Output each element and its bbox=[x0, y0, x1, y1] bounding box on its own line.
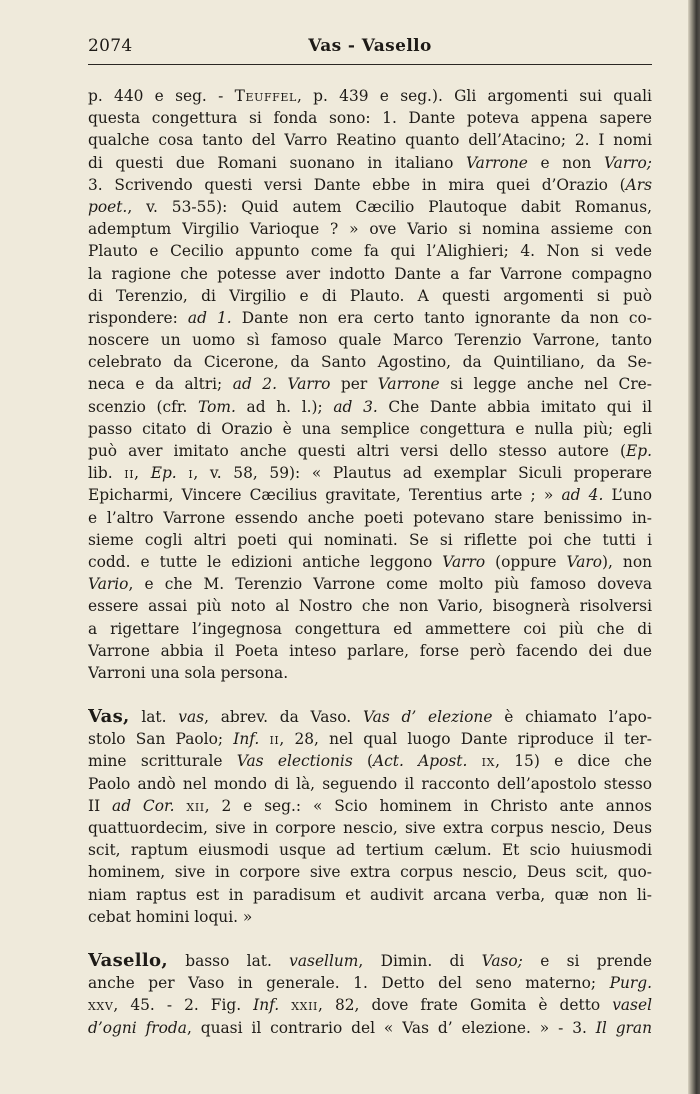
text-line: Varroni una sola persona. bbox=[88, 663, 289, 682]
entry-gap bbox=[88, 928, 652, 950]
text-line: scit, raptum eiusmodi usque ad tertium cælum. Et scio huiusmodi bbox=[88, 841, 652, 860]
text-line: sieme cogli altri poeti qui nominati. Se si riflette poi che tutti i bbox=[88, 530, 652, 549]
text-line: Vas, lat. vas, abrev. da Vaso. Vas d’ elezione è chiamato l’apo- bbox=[88, 706, 652, 728]
text-line: a rigettare l’ingegnosa congettura ed ammettere coi più che di bbox=[88, 619, 652, 638]
entry-gap bbox=[88, 684, 652, 706]
text-line: Epicharmi, Vincere Cæcilius gravitate, Terentius arte ; » ad 4. L’uno bbox=[88, 486, 652, 505]
text-line: niam raptus est in paradisum et audivit arcana verba, quæ non li- bbox=[88, 885, 652, 904]
entry-vasello bbox=[88, 950, 652, 1039]
text-line: di questi due Romani suonano in italiano Varrone e non Varro; bbox=[88, 153, 652, 172]
text-line: Plauto e Cecilio appunto come fa qui l’Alighieri; 4. Non si vede bbox=[88, 242, 652, 261]
header-rule bbox=[88, 64, 652, 65]
lemma-headword: Vasello, bbox=[88, 949, 168, 971]
text-line: celebrato da Cicerone, da Santo Agostino, da Quintiliano, da Se- bbox=[88, 353, 652, 372]
entry-vas bbox=[88, 706, 652, 928]
page-number: 2074 bbox=[88, 36, 133, 56]
text-line: essere assai più noto al Nostro che non Vario, bisognerà risolversi bbox=[88, 597, 652, 616]
text-line: e l’altro Varrone essendo anche poeti potevano stare benissimo in- bbox=[88, 508, 652, 527]
text-line: p. 440 e seg. - Teuffel, p. 439 e seg.). Gli argomenti sui quali bbox=[88, 87, 652, 105]
text-line: poet., v. 53-55): Quid autem Cæcilio Plautoque dabit Romanus, bbox=[88, 197, 652, 216]
text-line: la ragione che potesse aver indotto Dante a far Varrone compagno bbox=[88, 264, 652, 283]
text-line: scenzio (cfr. Tom. ad h. l.); ad 3. Che Dante abbia imitato qui il bbox=[88, 397, 652, 416]
text-line: noscere un uomo sì famoso quale Marco Terenzio Varrone, tanto bbox=[88, 331, 652, 350]
text-line: passo citato di Orazio è una semplice congettura e nulla più; egli bbox=[88, 419, 652, 438]
text-line: codd. e tutte le edizioni antiche leggono Varro (oppure Varo), non bbox=[88, 552, 652, 571]
text-line: d’ogni froda, quasi il contrario del « Vas d’ elezione. » - 3. Il gran bbox=[88, 1018, 652, 1037]
lemma-headword: Vas, bbox=[88, 706, 130, 728]
text-line: qualche cosa tanto del Varro Reatino quanto dell’Atacino; 2. I nomi bbox=[88, 131, 652, 150]
text-line: 3. Scrivendo questi versi Dante ebbe in mira quei d’Orazio (Ars bbox=[88, 175, 652, 194]
continued-paragraph bbox=[88, 85, 652, 684]
text-line: rispondere: ad 1. Dante non era certo tanto ignorante da non co- bbox=[88, 308, 652, 327]
running-title: Vas - Vasello bbox=[308, 36, 432, 56]
text-line: xxv, 45. - 2. Fig. Inf. xxii, 82, dove frate Gomita è detto vasel bbox=[88, 996, 652, 1015]
text-line: neca e da altri; ad 2. Varro per Varrone si legge anche nel Cre- bbox=[88, 375, 652, 394]
text-line: Vario, e che M. Terenzio Varrone come molto più famoso doveva bbox=[88, 575, 652, 594]
text-line: mine scritturale Vas electionis (Act. Apost. ix, 15) e dice che bbox=[88, 752, 652, 771]
text-line: quattuordecim, sive in corpore nescio, sive extra corpus nescio, Deus bbox=[88, 819, 652, 837]
text-line: Varrone abbia il Poeta inteso parlare, forse però facendo dei due bbox=[88, 641, 652, 660]
text-line: II ad Cor. xii, 2 e seg.: « Scio hominem in Christo ante annos bbox=[88, 796, 652, 815]
text-line: Paolo andò nel mondo di là, seguendo il racconto dell’apostolo stesso bbox=[88, 774, 652, 793]
text-line: di Terenzio, di Virgilio e di Plauto. A questi argomenti si può bbox=[88, 286, 652, 305]
text-line: stolo San Paolo; Inf. ii, 28, nel qual luogo Dante riproduce il ter- bbox=[88, 730, 652, 749]
text-line: Vasello, basso lat. vasellum, Dimin. di Vaso; e si prende bbox=[88, 949, 652, 971]
text-column bbox=[88, 85, 652, 1039]
text-line: ademptum Virgilio Varioque ? » ove Vario si nomina assieme con bbox=[88, 220, 652, 239]
text-line: cebat homini loqui. » bbox=[88, 907, 253, 926]
page-edge-shadow bbox=[688, 0, 700, 1094]
text-line: può aver imitato anche questi altri versi dello stesso autore (Ep. bbox=[88, 442, 652, 460]
text-line: anche per Vaso in generale. 1. Detto del seno materno; Purg. bbox=[88, 974, 652, 993]
text-line: hominem, sive in corpore sive extra corpus nescio, Deus scit, quo- bbox=[88, 863, 652, 882]
text-line: lib. ii, Ep. i, v. 58, 59): « Plautus ad exemplar Siculi properare bbox=[88, 464, 652, 483]
text-line: questa congettura si fonda sono: 1. Dante poteva appena sapere bbox=[88, 109, 652, 128]
running-head bbox=[88, 34, 652, 60]
